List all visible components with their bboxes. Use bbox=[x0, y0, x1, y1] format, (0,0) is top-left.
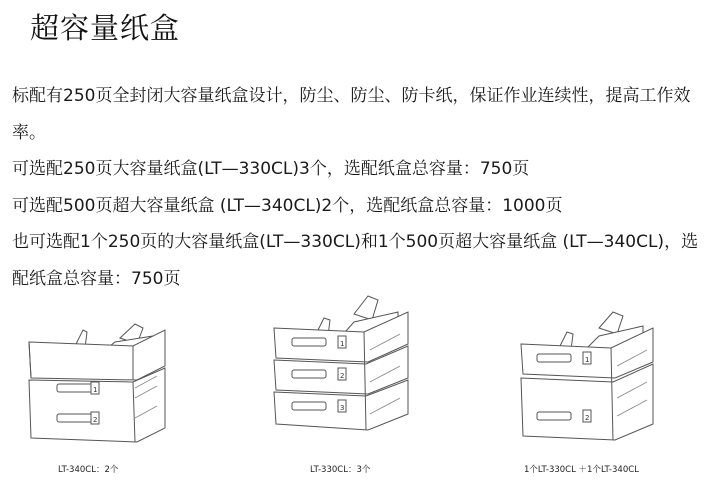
tray-label: 1 bbox=[93, 386, 98, 394]
tray-label: 2 bbox=[93, 416, 98, 424]
paragraph-standard-tray: 标配有250页全封闭大容量纸盒设计，防尘、防尘、防卡纸，保证作业连续性，提高工作效率。 bbox=[12, 86, 691, 143]
tray-label: 1 bbox=[340, 340, 345, 348]
tray-figure-lt340-x2 bbox=[25, 318, 175, 448]
paragraph-option-mixed: 也可选配1个250页的大容量纸盒(LT—330CL)和1个500页超大容量纸盒 (LT—340CL)，选配纸盒总容量：750页 bbox=[12, 232, 699, 289]
figure-caption: LT-340CL：2个 bbox=[58, 465, 119, 475]
tray-figure-mixed bbox=[515, 306, 665, 446]
tray-label: 1 bbox=[585, 356, 590, 364]
tray-figure-lt330-x3 bbox=[268, 290, 418, 450]
figure-caption: 1个LT-330CL ＋1个LT-340CL bbox=[524, 465, 639, 475]
paragraph-option-lt340: 可选配500页超大容量纸盒 (LT—340CL)2个，选配纸盒总容量：1000页 bbox=[12, 195, 563, 216]
tray-label: 2 bbox=[585, 414, 590, 422]
paragraph-option-lt330: 可选配250页大容量纸盒(LT—330CL)3个，选配纸盒总容量：750页 bbox=[12, 159, 530, 179]
figure-caption: LT-330CL：3个 bbox=[310, 465, 371, 475]
tray-label: 2 bbox=[340, 372, 345, 380]
page-title: 超容量纸盒 bbox=[30, 11, 181, 45]
tray-label: 3 bbox=[340, 404, 345, 412]
body-text bbox=[12, 78, 702, 297]
